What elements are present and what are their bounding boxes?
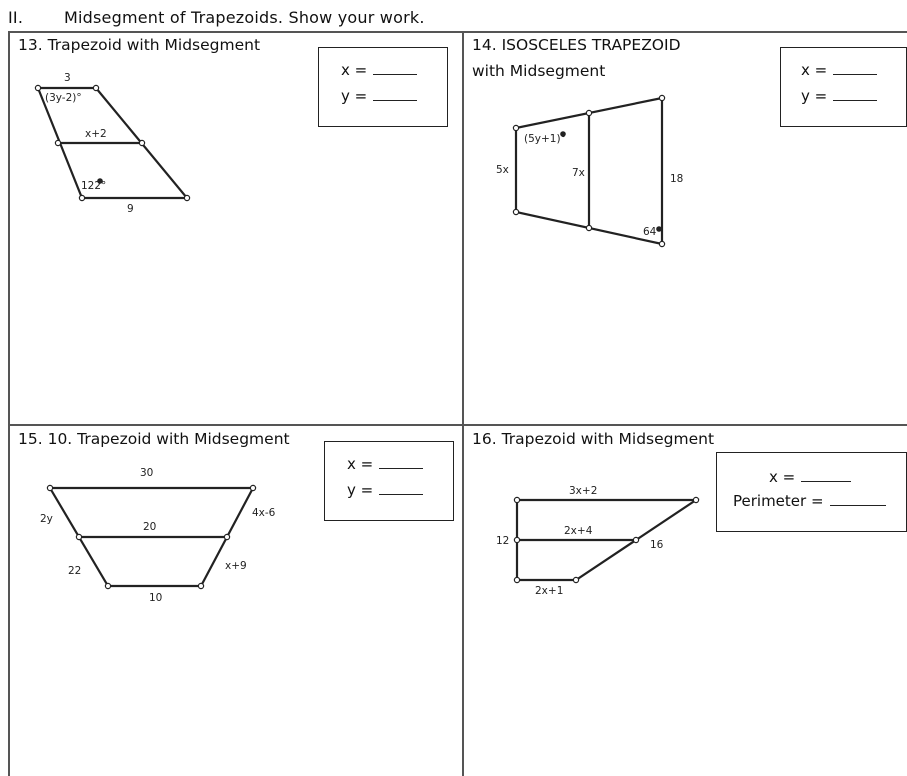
answer-blank[interactable] [833, 60, 877, 75]
problem-13-title: 13. Trapezoid with Midsegment [18, 36, 261, 54]
label-top: 30 [140, 467, 154, 479]
label-left-top: 2y [40, 513, 53, 525]
vertex-point [513, 209, 518, 214]
vertex-point [513, 125, 518, 130]
problem-16-diagram [492, 480, 712, 600]
label-right: 18 [670, 173, 684, 185]
problem-16-answer-box [716, 452, 907, 532]
label-bottom: 2x+1 [535, 585, 564, 597]
grid-left-border [8, 31, 10, 776]
vertex-point [250, 485, 255, 490]
label-angle-bottom: 64° [643, 226, 662, 238]
midpoint-point [514, 537, 519, 542]
vertex-point [573, 577, 578, 582]
vertex-point [659, 241, 664, 246]
answer-blank[interactable] [379, 454, 423, 469]
grid-middle-divider [8, 424, 907, 426]
vertex-point [514, 497, 519, 502]
problem-14-answer-box [780, 47, 907, 127]
problem-16-title: 16. Trapezoid with Midsegment [472, 430, 715, 448]
answer-blank[interactable] [801, 467, 851, 482]
vertex-point [47, 485, 52, 490]
vertex-point [105, 583, 110, 588]
grid-center-divider [462, 31, 464, 776]
label-top: 3x+2 [569, 485, 598, 497]
vertex-point [79, 195, 84, 200]
problem-16-x-answer[interactable]: x = [769, 467, 851, 486]
vertex-point [198, 583, 203, 588]
label-angle-bottom: 122° [81, 180, 107, 192]
midpoint-point [586, 225, 591, 230]
grid-top-border [8, 31, 907, 33]
problem-15-title: 15. 10. Trapezoid with Midsegment [18, 430, 290, 448]
label-right-bottom: x+9 [225, 560, 247, 572]
vertex-point [659, 95, 664, 100]
problem-13-answer-box [318, 47, 448, 127]
answer-blank[interactable] [373, 86, 417, 101]
problem-14-y-answer[interactable]: y = [801, 86, 877, 105]
label-bottom: 10 [149, 592, 163, 604]
problem-15-diagram [30, 458, 290, 608]
midpoint-point [139, 140, 144, 145]
label-left-bottom: 22 [68, 565, 82, 577]
section-title: Midsegment of Trapezoids. Show your work. [64, 8, 425, 27]
vertex-point [184, 195, 189, 200]
problem-15-y-answer[interactable]: y = [347, 480, 423, 499]
problem-16-perimeter-answer[interactable]: Perimeter = [733, 491, 886, 510]
answer-blank[interactable] [830, 491, 886, 506]
problem-14-x-answer[interactable]: x = [801, 60, 877, 79]
problem-15-answer-box [324, 441, 454, 521]
vertex-point [514, 577, 519, 582]
vertex-point [93, 85, 98, 90]
label-bottom: 9 [127, 203, 134, 215]
label-left: 5x [496, 164, 509, 176]
label-angle-top: (5y+1)° [524, 133, 566, 145]
answer-blank[interactable] [833, 86, 877, 101]
label-midsegment: 20 [143, 521, 157, 533]
midpoint-point [55, 140, 60, 145]
label-right-top: 4x-6 [252, 507, 276, 519]
label-top: 3 [64, 72, 71, 84]
label-angle-top: (3y-2)° [45, 92, 82, 104]
problem-14-title-line1: 14. ISOSCELES TRAPEZOID [472, 36, 681, 54]
worksheet-header [8, 8, 425, 27]
label-right: 16 [650, 539, 664, 551]
vertex-point [35, 85, 40, 90]
midpoint-point [224, 534, 229, 539]
midpoint-point [586, 110, 591, 115]
vertex-point [693, 497, 698, 502]
problem-13-x-answer[interactable]: x = [341, 60, 417, 79]
problem-13-y-answer[interactable]: y = [341, 86, 417, 105]
section-number: II. [8, 8, 24, 27]
label-midsegment: 7x [572, 167, 585, 179]
answer-blank[interactable] [373, 60, 417, 75]
answer-blank[interactable] [379, 480, 423, 495]
problem-15-x-answer[interactable]: x = [347, 454, 423, 473]
midpoint-point [633, 537, 638, 542]
problem-14-title-line2: with Midsegment [472, 62, 606, 80]
label-left: 12 [496, 535, 510, 547]
problem-13-diagram [30, 70, 230, 220]
label-midsegment: 2x+4 [564, 525, 593, 537]
problem-14-diagram [490, 90, 690, 260]
label-midsegment: x+2 [85, 128, 107, 140]
midpoint-point [76, 534, 81, 539]
